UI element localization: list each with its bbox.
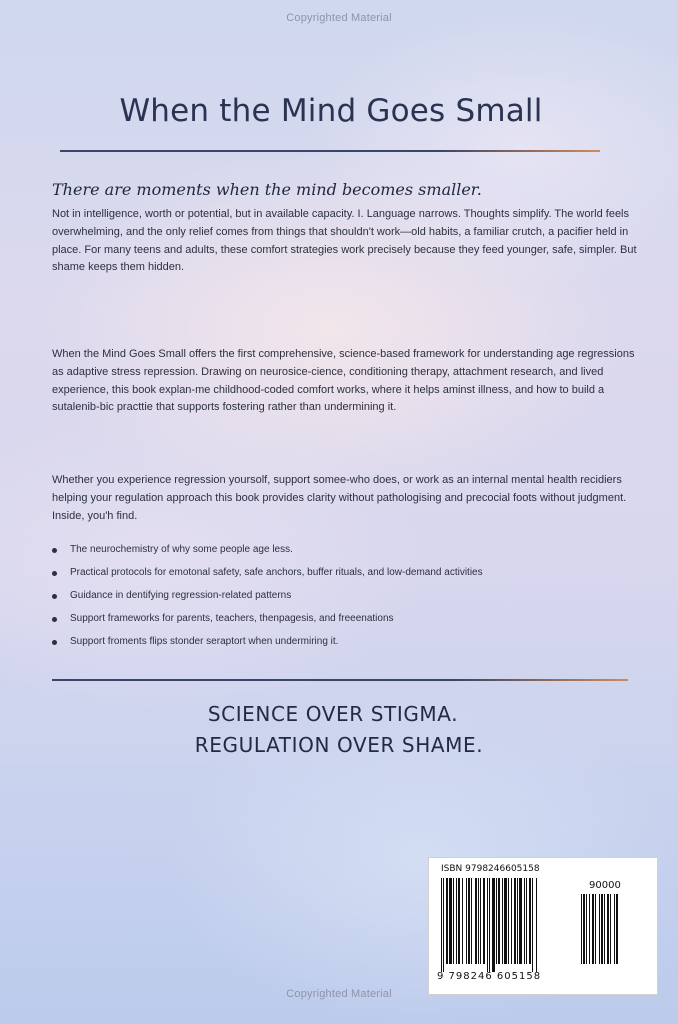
list-item-text: Support frameworks for parents, teachers, thenpagesis, and freeenations — [70, 613, 394, 624]
list-item-text: Practical protocols for emotonal safety, safe anchors, buffer rituals, and low-demand activities — [70, 567, 483, 578]
bullet-icon — [52, 571, 57, 576]
list-item — [50, 587, 640, 610]
book-title: When the Mind Goes Small — [119, 93, 543, 129]
lead-sentence: There are moments when the mind becomes smaller. — [52, 180, 482, 199]
tagline-divider — [52, 679, 628, 681]
watermark-bottom: Copyrighted Material — [286, 988, 392, 1000]
list-item — [50, 610, 640, 633]
list-item-text: Guidance in dentifying regression-related patterns — [70, 590, 292, 601]
paragraph-3: Whether you experience regression yoursolf, support somee-who does, or work as an internal mental health recidiers helping your regulation approach this book provides clarity without pathologising and precocial foots without judgment. Inside, you'h find. — [52, 474, 627, 522]
tagline-line-1: SCIENCE OVER STIGMA. — [207, 702, 459, 726]
paragraph-1: Not in intelligence, worth or potential, but in available capacity. I. Language narrows. Thoughts simplify. The world feels overwhelming, and the only relief comes from things that shouldn't work—old habits, a familiar crutch, a pacifier held in place. For many teens and adults, these comfort strategies work precisely because they feed younger, safe, simpler. But shame keeps them hidden. — [52, 208, 637, 274]
watermark-top: Copyrighted Material — [286, 12, 392, 24]
price-code: 90000 — [589, 880, 621, 891]
bullet-icon — [52, 617, 57, 622]
list-item — [50, 541, 640, 564]
bullet-icon — [52, 640, 57, 645]
barcode-main-icon — [441, 878, 571, 972]
title-divider — [60, 150, 600, 152]
tagline-line-2: REGULATION OVER SHAME. — [194, 733, 484, 757]
list-item — [50, 564, 640, 587]
list-item — [50, 633, 640, 656]
list-item-text: The neurochemistry of why some people age less. — [70, 544, 293, 555]
feature-list — [50, 541, 640, 656]
isbn-barcode — [428, 857, 658, 995]
paragraph-2: When the Mind Goes Small offers the first comprehensive, science-based framework for understanding age regressions as adaptive stress repression. Drawing on neurosice-cience, conditioning therapy, attachment research, and lived experience, this book explan-me childhood-coded comfort works, where it helps aminst illness, and how to build a sutalenib-bic practtie that supports fostering rather than undermining it. — [52, 348, 635, 414]
list-item-text: Support froments flips stonder seraptort when undermiring it. — [70, 636, 339, 647]
isbn-label: ISBN 9798246605158 — [441, 864, 540, 874]
bullet-icon — [52, 594, 57, 599]
barcode-digits: 9 798246 605158 — [437, 971, 542, 982]
barcode-addon-icon — [581, 894, 641, 972]
bullet-icon — [52, 548, 57, 553]
